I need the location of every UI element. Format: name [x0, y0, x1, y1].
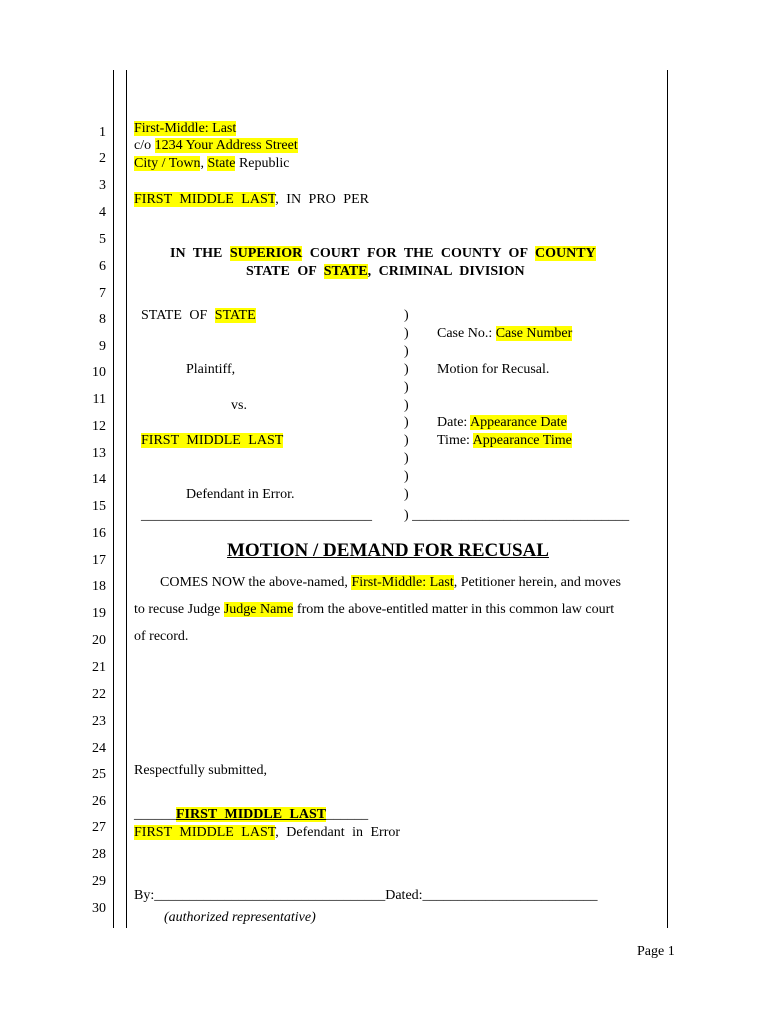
caption-paren: ): [404, 487, 409, 502]
body-line-2: [134, 601, 614, 618]
signature-line: [134, 806, 368, 823]
line-number: 27: [92, 820, 106, 835]
line-number: 16: [92, 526, 106, 541]
line-number: 21: [92, 660, 106, 675]
body-line-3: of record.: [134, 629, 189, 644]
line-number: 2: [99, 151, 106, 166]
signature-pre: ______: [134, 807, 176, 822]
time-label: Time:: [437, 433, 473, 448]
time-line: [437, 432, 572, 449]
court-line1-middle: COURT FOR THE COUNTY OF: [302, 246, 535, 261]
page-number: Page 1: [637, 944, 675, 959]
case-no-label: Case No.:: [437, 326, 496, 341]
line-number: 24: [92, 741, 106, 756]
line-number: 28: [92, 847, 106, 862]
body-p1-start: COMES NOW the above-named,: [160, 575, 352, 590]
address-prefix: c/o: [134, 138, 155, 153]
case-number-line: [437, 325, 572, 342]
caption-paren: ): [404, 415, 409, 430]
signature-name-line: [134, 824, 400, 841]
motion-label: Motion for Recusal.: [437, 362, 550, 377]
caption-paren-line: ) _______________________________: [404, 508, 630, 523]
caption-paren: ): [404, 362, 409, 377]
header-state: State: [207, 156, 236, 171]
caption-paren: ): [404, 451, 409, 466]
appearance-date: Appearance Date: [470, 415, 567, 430]
caption-paren: ): [404, 398, 409, 413]
right-margin-rule: [667, 70, 668, 928]
caption-paren: ): [404, 344, 409, 359]
line-number: 23: [92, 714, 106, 729]
line-number: 18: [92, 579, 106, 594]
document-title: MOTION / DEMAND FOR RECUSAL: [227, 540, 549, 561]
line-number: 12: [92, 419, 106, 434]
court-line-2: [246, 263, 525, 280]
body-petitioner-name: First-Middle: Last: [351, 575, 454, 590]
court-line-1: [170, 245, 596, 262]
court-line2-prefix: STATE OF: [246, 264, 324, 279]
caption-bottom-line: _________________________________: [141, 508, 372, 523]
body-p2-start: to recuse Judge: [134, 602, 224, 617]
line-number: 9: [99, 339, 106, 354]
line-number: 4: [99, 205, 106, 220]
line-number: 7: [99, 286, 106, 301]
caption-defendant-name: FIRST MIDDLE LAST: [141, 433, 284, 448]
line-number: 22: [92, 687, 106, 702]
signer-suffix: , Defendant in Error: [275, 825, 401, 840]
body-judge-name: Judge Name: [223, 602, 294, 617]
court-line1-prefix: IN THE: [170, 246, 230, 261]
caption-paren: ): [404, 469, 409, 484]
appearance-time: Appearance Time: [472, 433, 572, 448]
header-city: City / Town: [134, 156, 201, 171]
line-number: 25: [92, 767, 106, 782]
caption-vs: vs.: [231, 398, 247, 413]
caption-defendant-label: Defendant in Error.: [186, 487, 295, 502]
header-name: First-Middle: Last: [134, 121, 237, 136]
court-state: STATE: [323, 264, 368, 279]
line-number: 14: [92, 472, 106, 487]
caption-paren: ): [404, 308, 409, 323]
body-p1-end: , Petitioner herein, and moves: [453, 575, 621, 590]
court-county: COUNTY: [534, 246, 596, 261]
header-city-line: [134, 155, 290, 172]
line-number: 30: [92, 901, 106, 916]
caption-state-of: STATE OF: [141, 308, 215, 323]
line-number: 11: [92, 392, 106, 407]
header-comma: ,: [200, 156, 208, 171]
line-number: 10: [92, 365, 106, 380]
left-margin-rule-inner: [126, 70, 127, 928]
header-republic: Republic: [235, 156, 290, 171]
line-number: 6: [99, 259, 106, 274]
line-number: 13: [92, 446, 106, 461]
caption-plaintiff: Plaintiff,: [186, 362, 236, 377]
line-number: 5: [99, 232, 106, 247]
line-number: 19: [92, 606, 106, 621]
line-number: 1: [99, 125, 106, 140]
line-number: 29: [92, 874, 106, 889]
header-party-line: [134, 191, 369, 208]
header-address: 1234 Your Address Street: [154, 138, 298, 153]
header-name-line: [134, 120, 236, 137]
line-number: 3: [99, 178, 106, 193]
caption-paren: ): [404, 380, 409, 395]
case-number: Case Number: [495, 326, 573, 341]
by-dated-line: By:_________________________________Dated:_________________________: [134, 888, 598, 903]
line-number: 15: [92, 499, 106, 514]
header-address-line: [134, 137, 298, 154]
respectfully-submitted: Respectfully submitted,: [134, 763, 267, 778]
in-pro-per: , IN PRO PER: [275, 192, 369, 207]
left-margin-rule-outer: [113, 70, 114, 928]
date-line: [437, 414, 567, 431]
caption-paren: ): [404, 433, 409, 448]
caption-paren: ): [404, 326, 409, 341]
line-number: 26: [92, 794, 106, 809]
court-superior: SUPERIOR: [229, 246, 303, 261]
signer-name: FIRST MIDDLE LAST: [134, 825, 276, 840]
caption-defendant-line: [141, 432, 283, 449]
body-line-1: [160, 574, 621, 591]
court-line2-suffix: , CRIMINAL DIVISION: [367, 264, 525, 279]
body-p2-end: from the above-entitled matter in this common law court: [293, 602, 615, 617]
caption-state-line: [141, 307, 256, 324]
caption-state: STATE: [214, 308, 256, 323]
date-label: Date:: [437, 415, 471, 430]
line-number: 17: [92, 553, 106, 568]
authorized-representative: (authorized representative): [164, 910, 316, 925]
line-number: 20: [92, 633, 106, 648]
line-number: 8: [99, 312, 106, 327]
signature-post: ______: [326, 807, 369, 822]
header-party-name: FIRST MIDDLE LAST: [134, 192, 276, 207]
signature-name: FIRST MIDDLE LAST: [176, 807, 327, 822]
